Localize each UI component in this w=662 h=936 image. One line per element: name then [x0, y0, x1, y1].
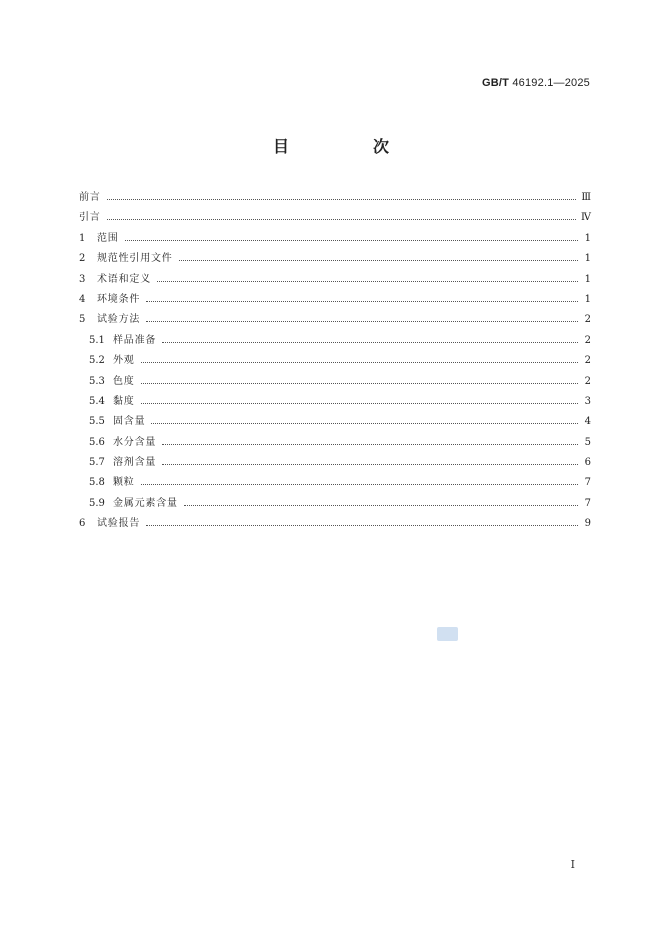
toc-entry-number: 4 — [79, 293, 86, 305]
toc-entry-number: 1 — [79, 232, 86, 244]
page-number: I — [570, 858, 575, 871]
toc-entry[interactable] — [79, 310, 591, 330]
toc-entry-label: 色度 — [113, 375, 135, 387]
toc-entry-page: 2 — [584, 334, 591, 346]
toc-entry-number: 5.3 — [89, 375, 105, 387]
standard-code: 46192.1—2025 — [512, 77, 590, 89]
toc-entry-number: 5.2 — [89, 355, 105, 367]
toc-entry[interactable] — [79, 514, 591, 534]
toc-dot-leader — [162, 440, 578, 445]
toc-entry-number: 3 — [79, 273, 86, 285]
toc-entry-label: 固含量 — [113, 416, 146, 428]
toc-entry-page: 7 — [584, 477, 591, 489]
toc-entry-label: 溶剂含量 — [113, 457, 157, 469]
toc-entry[interactable] — [79, 494, 591, 514]
toc-entry-page: 1 — [584, 293, 591, 305]
standard-number — [482, 77, 590, 89]
toc-entry-label: 前言 — [79, 192, 101, 203]
toc-entry-number: 2 — [79, 253, 86, 265]
toc-entry-number: 5.6 — [89, 436, 105, 448]
toc-entry[interactable] — [79, 249, 591, 269]
toc-dot-leader — [141, 379, 578, 384]
toc-dot-leader — [107, 195, 577, 200]
toc-entry-label: 规范性引用文件 — [97, 253, 173, 265]
toc-entry-number: 5 — [79, 314, 86, 326]
toc-dot-leader — [184, 501, 578, 506]
toc-title: 目 次 — [272, 137, 423, 156]
toc-dot-leader — [141, 399, 578, 404]
toc-entry-page: 4 — [584, 416, 591, 428]
toc-entry-page: 1 — [584, 273, 591, 285]
toc-entry[interactable] — [79, 351, 591, 371]
standard-prefix: GB/T — [482, 77, 510, 89]
toc-entry-label: 黏度 — [113, 395, 135, 407]
toc-entry-number: 5.5 — [89, 416, 105, 428]
toc-entry-number: 5.4 — [89, 395, 105, 407]
toc-dot-leader — [125, 236, 578, 241]
toc-entry[interactable] — [79, 372, 591, 392]
toc-entry[interactable] — [79, 473, 591, 493]
toc-dot-leader — [151, 419, 578, 424]
toc-entry[interactable] — [79, 229, 591, 249]
table-of-contents — [79, 188, 591, 535]
toc-entry[interactable] — [79, 270, 591, 290]
toc-entry-number: 5.7 — [89, 457, 105, 469]
toc-dot-leader — [157, 277, 578, 282]
toc-entry[interactable] — [79, 433, 591, 453]
toc-dot-leader — [146, 317, 578, 322]
toc-dot-leader — [162, 460, 578, 465]
toc-entry-page: Ⅳ — [581, 212, 591, 224]
toc-entry-page: 1 — [584, 232, 591, 244]
toc-dot-leader — [141, 358, 578, 363]
toc-entry-label: 试验方法 — [97, 314, 141, 326]
toc-entry-label: 金属元素含量 — [113, 497, 178, 509]
toc-entry[interactable] — [79, 208, 591, 228]
toc-entry-number: 6 — [79, 518, 86, 530]
toc-dot-leader — [179, 256, 578, 261]
toc-entry-label: 试验报告 — [97, 518, 141, 530]
toc-entry-page: 5 — [584, 436, 591, 448]
toc-entry-label: 范围 — [97, 232, 119, 244]
toc-entry-page: 7 — [584, 497, 591, 509]
toc-dot-leader — [146, 521, 578, 526]
toc-entry-label: 外观 — [113, 355, 135, 367]
toc-entry[interactable] — [79, 392, 591, 412]
toc-entry-number: 5.9 — [89, 497, 105, 509]
toc-entry-page: 1 — [584, 253, 591, 265]
toc-entry-label: 引言 — [79, 212, 101, 224]
toc-entry-label: 样品准备 — [113, 334, 157, 346]
toc-entry-label: 颗粒 — [113, 477, 135, 489]
toc-entry-page: 3 — [584, 395, 591, 407]
toc-entry-number: 5.8 — [89, 477, 105, 489]
toc-entry-page: 2 — [584, 314, 591, 326]
toc-entry[interactable] — [79, 331, 591, 351]
toc-entry-page: 2 — [584, 355, 591, 367]
toc-entry[interactable] — [79, 453, 591, 473]
toc-entry[interactable] — [79, 188, 591, 208]
toc-entry-page: 2 — [584, 375, 591, 387]
toc-entry-label: 环境条件 — [97, 293, 141, 305]
toc-dot-leader — [141, 480, 578, 485]
toc-dot-leader — [107, 215, 576, 220]
toc-entry[interactable] — [79, 412, 591, 432]
toc-dot-leader — [162, 338, 578, 343]
toc-entry-label: 术语和定义 — [97, 273, 151, 285]
toc-entry-label: 水分含量 — [113, 436, 157, 448]
toc-entry-page: 9 — [584, 518, 591, 530]
toc-entry-page: 6 — [584, 457, 591, 469]
watermark-logo — [437, 627, 458, 641]
toc-entry-number: 5.1 — [89, 334, 105, 346]
toc-entry[interactable] — [79, 290, 591, 310]
toc-dot-leader — [146, 297, 578, 302]
toc-entry-page: Ⅲ — [581, 192, 591, 203]
